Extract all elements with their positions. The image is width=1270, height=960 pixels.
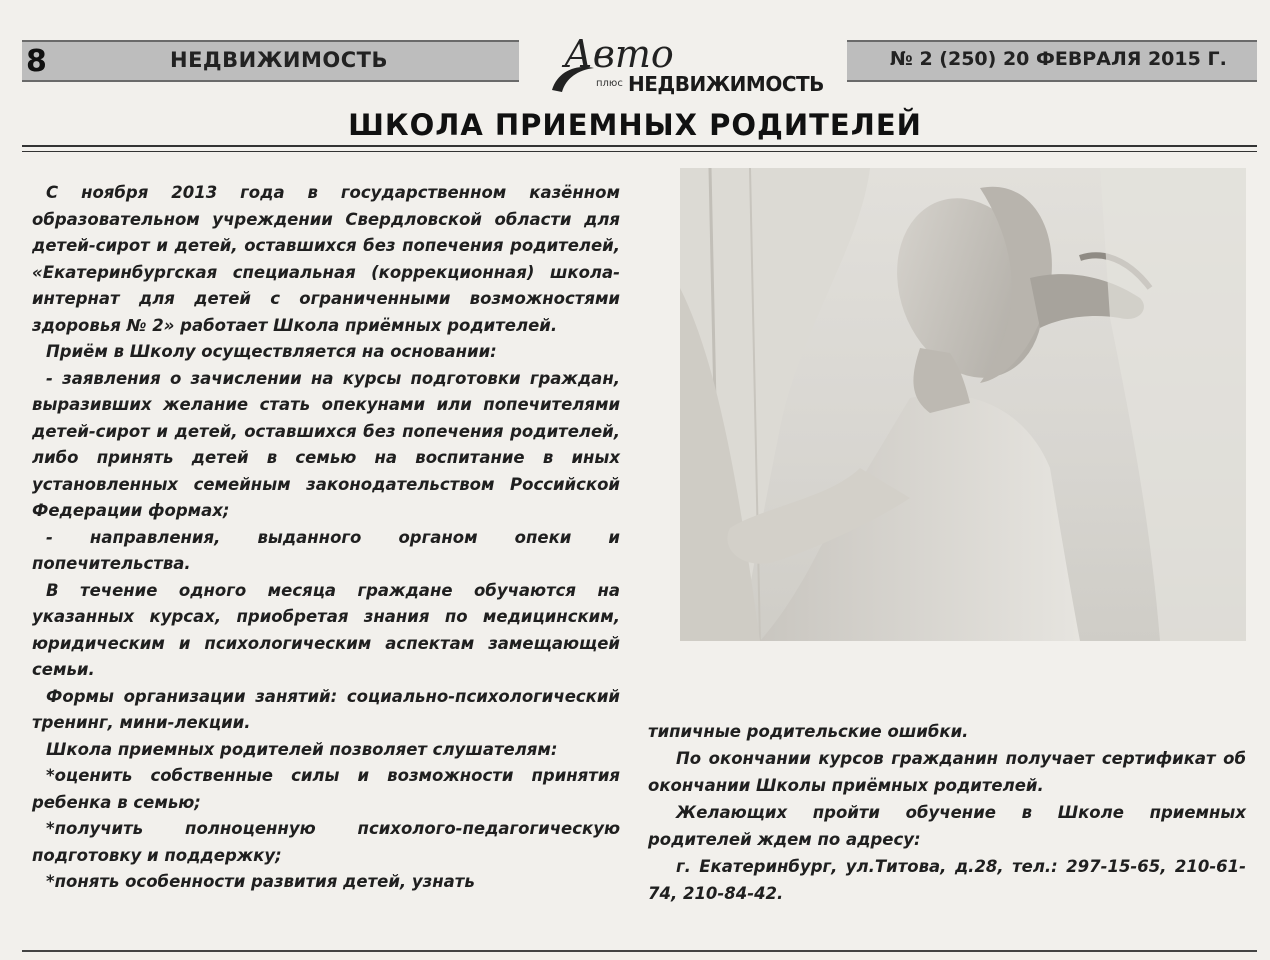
section-name: НЕДВИЖИМОСТЬ xyxy=(170,48,388,72)
list-item-assess: *оценить собственные силы и возможности принятия ребенка в семью; xyxy=(32,766,620,812)
paragraph-allows: Школа приемных родителей позволяет слушателям: xyxy=(46,739,558,759)
article-title: ШКОЛА ПРИЕМНЫХ РОДИТЕЛЕЙ xyxy=(348,108,922,142)
paragraph-application: - заявления о зачислении на курсы подготовки граждан, выразивших желание стать опекунами или попечителями детей-сирот и детей, оставшихся без попечения родителей, либо принять детей в семью на воспитание в иных установленных семейным законодательством Российской Федерации формах; xyxy=(32,368,620,520)
paragraph-referral: - направления, выданного органом опеки и попечительства. xyxy=(32,527,620,573)
page-number: 8 xyxy=(26,44,47,79)
issue-date: № 2 (250) 20 ФЕВРАЛЯ 2015 Г. xyxy=(890,48,1227,70)
paragraph-invitation: Желающих пройти обучение в Школе приемных родителей ждем по адресу: xyxy=(648,803,1246,849)
article-photo xyxy=(680,168,1246,641)
logo-nedvizhimost: НЕДВИЖИМОСТЬ xyxy=(628,72,824,96)
newspaper-logo xyxy=(528,30,838,96)
logo-avto: Авто xyxy=(564,32,674,76)
article-right-column xyxy=(648,718,1246,907)
paragraph-certificate: По окончании курсов гражданин получает сертификат об окончании Школы приёмных родителей. xyxy=(648,749,1246,795)
page-header xyxy=(22,30,1257,96)
paragraph-address: г. Екатеринбург, ул.Титова, д.28, тел.: 297-15-65, 210-61-74, 210-84-42. xyxy=(648,857,1246,903)
list-item-understand: *понять особенности развития детей, узнать xyxy=(46,872,475,891)
paragraph-training-period: В течение одного месяца граждане обучаются на указанных курсах, приобретая знания по медицинским, юридическим и психологическим аспектам замещающей семьи. xyxy=(32,580,620,679)
title-rule xyxy=(22,145,1257,152)
paragraph-admission: Приём в Школу осуществляется на основании: xyxy=(46,342,497,361)
paragraph-typical-mistakes: типичные родительские ошибки. xyxy=(648,722,969,741)
article-left-column xyxy=(32,180,620,896)
paragraph-intro: С ноября 2013 года в государственном казённом образовательном учреждении Свердловской области для детей-сирот и детей, оставшихся без попечения родителей, «Екатеринбургская специальная (коррекционная) школа-интернат для детей с ограниченными возможностями здоровья № 2» работает Школа приёмных родителей. xyxy=(32,183,620,335)
list-item-training: *получить полноценную психолого-педагогическую подготовку и поддержку; xyxy=(32,819,620,865)
logo-plus: плюс xyxy=(596,78,623,89)
paragraph-forms: Формы организации занятий: социально-психологический тренинг, мини-лекции. xyxy=(32,686,620,732)
bottom-rule xyxy=(22,950,1257,956)
child-photo-icon xyxy=(680,168,1246,641)
